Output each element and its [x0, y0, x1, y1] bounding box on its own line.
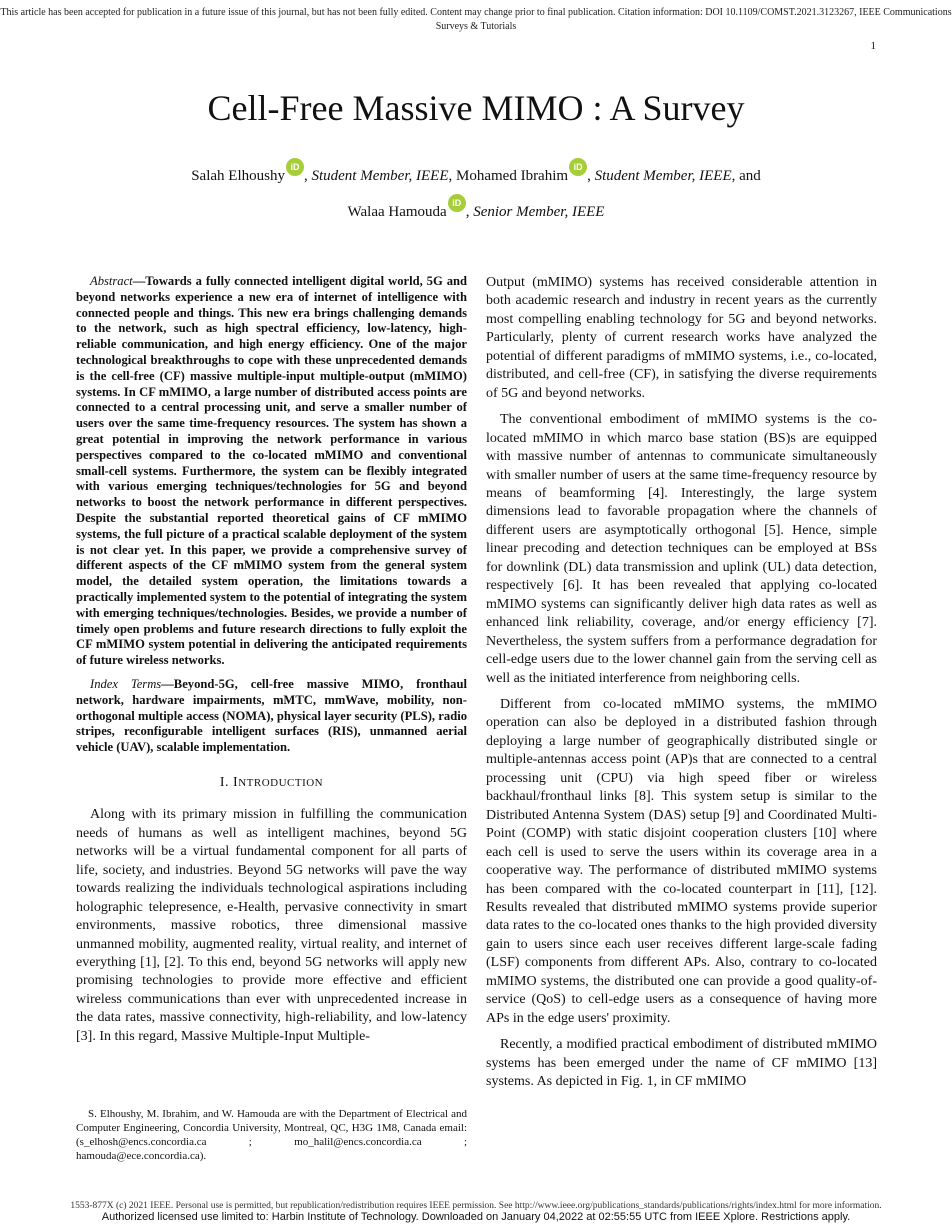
author-line-2 [100, 194, 852, 230]
separator: , [303, 168, 312, 184]
journal-banner: This article has been accepted for publication in a future issue of this journal, but has not been fully edited. Content may change prior to final publication. Citation information: DOI 10.1109/COMST.2021.3123267, IEEE Communications Surveys & Tutorials [0, 7, 952, 32]
abstract-label: Abstract [90, 274, 133, 288]
abstract-text: —Towards a fully connected intelligent digital world, 5G and beyond networks experience a new era of internet of intelligence with connected people and things. This new era brings challenging demands to the network, such as high spectral efficiency, low-latency, high-reliable communication, and high energy efficiency. One of the major technological breakthroughs to cope with these unprecedented demands is the cell-free (CF) massive multiple-input multiple-output (mMIMO) systems. In CF mMIMO, a large number of distributed access points are connected to a central processing unit, and serve a smaller number of users over the same time-frequency resources. The system has shown a great potential in improving the network performance in various perspectives compared to the co-located mMIMO and conventional small-cell systems. Furthermore, the system can be flexibly integrated with various emerging techniques/technologies for 5G and beyond networks to boost the network performance in different perspectives. Despite the substantial reported theoretical gains of CF mMIMO systems, the full picture of a practical scalable deployment of the system is not clear yet. In this paper, we provide a comprehensive survey of different aspects of the CF mMIMO system from the general system model, the detailed system operation, the limitations towards a practically implemented system to the potential of integrating the system with emerging techniques/technologies. Besides, we provide a number of timely open problems and future research directions to fully exploit the CF mMIMO system potential in delivering the anticipated requirements of future wireless networks. [76, 274, 467, 668]
copyright-footer: 1553-877X (c) 2021 IEEE. Personal use is permitted, but republication/redistribution requires IEEE permission. See http://www.ieee.org/publications_standards/publications/rights/index.html for more information. [70, 1201, 882, 1211]
intro-paragraph: Along with its primary mission in fulfilling the communication needs of humans as well as intelligent machines, beyond 5G networks will be a virtual fundamental component for all parts of life, society, and industries. Beyond 5G networks will pave the way towards realizing the individuals technological aspirations including holographic telepresence, e-Health, pervasive connectivity in smart environments, massive robotics, three dimensional massive unmanned mobility, augmented reality, virtual reality, and internet of everything [1], [2]. To this end, beyond 5G networks will apply new promising technologies to provide more effective and efficient wireless communications than ever with unprecedented increase in the data rates, massive connectivity, high-reliability, and low-latency [3]. In this regard, Massive Multiple-Input Multiple- [76, 807, 467, 1044]
footnote-text: S. Elhoushy, M. Ibrahim, and W. Hamouda are with the Department of Electrical and Computer Engineering, Concordia University, Montreal, QC, H3G 1M8, Canada email: (s_elhosh@encs.concordia.ca ; mo_halil@encs.concordia.ca ; hamouda@ece.concordia.ca). [76, 1108, 467, 1162]
right-column [486, 274, 877, 1091]
body-paragraph: The conventional embodiment of mMIMO systems is the co-located mMIMO in which marco base station (BS)s are equipped with massive number of antennas to communicate simultaneously with smaller number of users at the same time-frequency resource by means of beamforming [4]. Interestingly, the large system dimensions lead to favorable propagation where the channels of different users are asymptotically orthogonal [5]. Hence, simple linear precoding and detection techniques can be employed at BSs for downlink (DL) data transmission and uplink (UL) data detection, respectively [6]. It has been revealed that applying co-located mMIMO systems can significantly deliver high data rates as well as enhanced link reliability, coverage, and/or energy efficiency [7]. Nevertheless, the system suffers from a performance degradation for cell-edge users due to the lower channel gain from the serving cell as well as the initiated interference from neighboring cells. [486, 412, 877, 686]
body-paragraph: Different from co-located mMIMO systems, the mMIMO operation can also be deployed in a distributed fashion through deploying a large number of geographically distributed single or multiple-antennas access point (AP)s that are connected to a central processing unit (CPU) via high speed fiber or wireless backhaul/fronthaul links [8]. This system setup is similar to the Distributed Antenna System (DAS) setup [9] and Coordinated Multi-Point (COMP) with static disjoint cooperation clusters [10] where each cell is used to serve the users within its coverage area in a cooperative way. The performance of distributed mMIMO systems has been compared with the co-located counterpart in [11], [12]. Results revealed that distributed mMIMO systems provide superior data rates to the co-located ones thanks to the high provided diversity gain to users since each user receives different large-scale fading (LSF) components from different APs. Also, contrary to co-located mMIMO systems, the distributed one can provide a good quality-of-service (QoS) to cell-edge users as a consequence of having more APs in the edge users' proximity. [486, 696, 877, 1026]
license-footer: Authorized licensed use limited to: Harbin Institute of Technology. Downloaded on January 04,2022 at 02:55:55 UTC from IEEE Xplore. Restrictions apply. [101, 1211, 851, 1223]
orcid-icon[interactable]: iD [448, 194, 466, 212]
separator: , [587, 168, 595, 184]
paper-title: Cell-Free Massive MIMO : A Survey [207, 88, 745, 128]
author-role: Student Member, IEEE [594, 168, 732, 184]
author-block [100, 158, 852, 230]
section-title-rest: NTRODUCTION [238, 776, 324, 789]
page-number: 1 [870, 40, 876, 52]
section-heading [76, 774, 467, 792]
body-paragraph: Recently, a modified practical embodiment of distributed mMIMO systems has been emerged under the name of CF mMIMO [13] systems. As depicted in Fig. 1, in CF mMIMO [486, 1037, 877, 1090]
body-paragraph: Output (mMIMO) systems has received considerable attention in both academic research and industry in recent years as the currently most compelling enabling technology for 5G and beyond networks. Particularly, plenty of current research works have analyzed the potential of different paradigms of mMIMO systems, i.e., co-located, distributed, and cell-free (CF), in satisfying the diverse requirements of 5G and beyond networks. [486, 275, 877, 401]
author-name: Mohamed Ibrahim [456, 168, 569, 184]
author-role: Senior Member, IEEE [473, 204, 605, 220]
separator: , and [731, 168, 761, 184]
orcid-icon[interactable]: iD [286, 158, 304, 176]
section-number: I. [219, 774, 230, 790]
index-terms [76, 677, 467, 756]
author-name: Salah Elhoushy [191, 168, 285, 184]
abstract [76, 274, 467, 669]
index-terms-label: Index Terms [90, 676, 162, 691]
section-initial: I [233, 774, 239, 790]
author-affiliation-footnote [76, 1107, 467, 1163]
author-role: Student Member, IEEE [311, 168, 449, 184]
separator: , [465, 204, 474, 220]
index-terms-text: —Beyond-5G, cell-free massive MIMO, fronthaul network, hardware impairments, mMTC, mmWave, mobility, non-orthogonal multiple access (NOMA), physical layer security (PLS), radio stripes, reconfigurable intelligent surfaces (RIS), unmanned aerial vehicle (UAV), scalable implementation. [76, 676, 467, 755]
orcid-icon[interactable]: iD [569, 158, 587, 176]
separator: , [448, 168, 456, 184]
author-name: Walaa Hamouda [347, 204, 447, 220]
author-line-1 [100, 158, 852, 194]
left-column [76, 274, 467, 1046]
